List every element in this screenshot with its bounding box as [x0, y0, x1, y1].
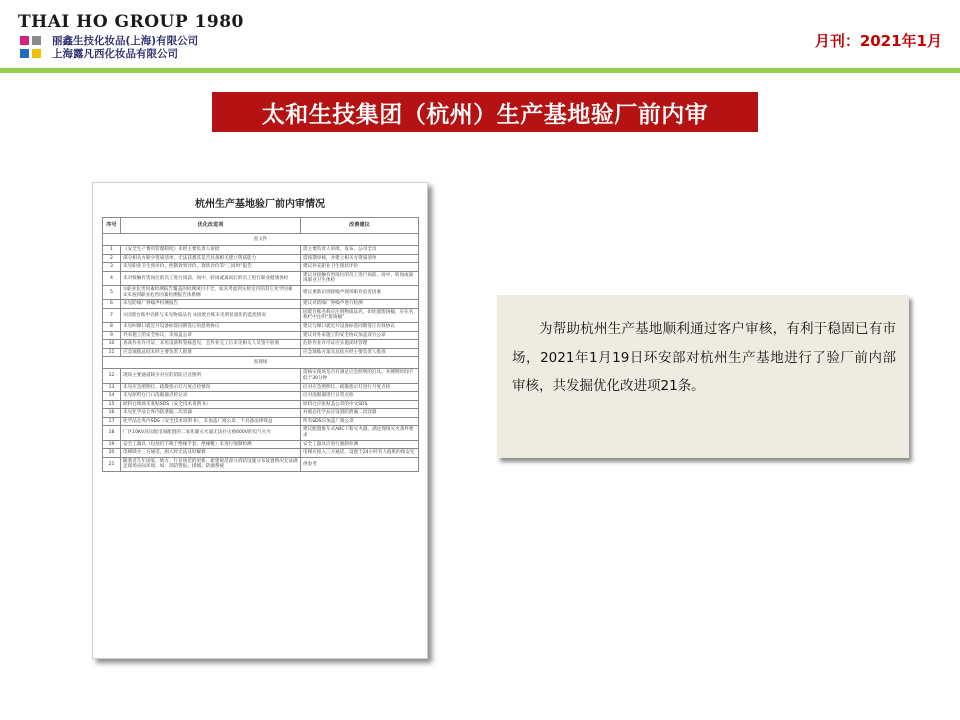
row-issue: 应急演练总结未经主要负责人批准 [121, 348, 301, 357]
table-body [103, 234, 419, 472]
table-row [103, 254, 419, 263]
company-line-2 [20, 47, 178, 60]
table-row [103, 449, 419, 458]
row-advice: 建议与爆口就近开设备标签同期签订有效协议 [301, 322, 419, 331]
row-advice: 建议重新识别接噪声现场职业危害因素 [301, 285, 419, 299]
row-number: 10 [103, 340, 121, 349]
row-number: 2 [103, 254, 121, 263]
row-advice: 安全工器具应进行强制检测 [301, 440, 419, 449]
row-number: 8 [103, 322, 121, 331]
table-row [103, 308, 419, 322]
summary-text: 为帮助杭州生产基地顺利通过客户审核，有利于稳固已有市场，2021年1月19日环安部对杭州生产基地进行了验厂前内部审核，共发掘优化改进项21条。 [512, 321, 896, 394]
slide-title: 太和生技集团（杭州）生产基地验厂前内审 [212, 92, 758, 132]
table-row [103, 417, 419, 426]
row-number: 14 [103, 392, 121, 401]
row-issue: 部分相关方缺少资质清单，无法获悉其是否具备相关建立资质能力 [121, 254, 301, 263]
row-issue: 未见叫爆口就近开设备标签同期签订的意效协议 [121, 322, 301, 331]
section-label: 查现场 [103, 357, 419, 369]
table-row [103, 322, 419, 331]
row-advice: 应对应急照明灯、疏散指示灯进行月度点检 [301, 383, 419, 392]
table-row [103, 392, 419, 401]
document-title: 杭州生产基地验厂前内审情况 [195, 199, 325, 210]
header [0, 0, 960, 68]
section-label: 查文件 [103, 234, 419, 246]
row-number: 1 [103, 246, 121, 255]
brand-logo-text: THAI HO GROUP 1980 [18, 12, 244, 32]
column-header: 序号 [103, 218, 121, 234]
row-advice: 建议对防噪厂界噪声进行检测 [301, 300, 419, 309]
row-number: 18 [103, 426, 121, 440]
table-header-row [103, 218, 419, 234]
row-advice: 建议对外来施工的安全协议加盖双方公章 [301, 331, 419, 340]
row-number: 4 [103, 271, 121, 285]
row-issue: 电梯缺少三方通话，困人时无法及时解救 [121, 449, 301, 458]
column-header: 优化改进项 [121, 218, 301, 234]
table-row [103, 400, 419, 409]
row-advice: 需按期审核，并建立相关方资质清单 [301, 254, 419, 263]
header-divider [0, 68, 960, 73]
row-issue: 安全工器具（包括但不限于绝缘手套、绝缘靴）未进行强制检测 [121, 440, 301, 449]
row-issue: 《安全生产费用管理制度》未经主要负责人审批 [121, 246, 301, 255]
audit-document-image [92, 182, 428, 659]
summary-textbox [497, 295, 909, 458]
audit-table [102, 217, 419, 472]
row-advice: 电梯应接入三方通话，设置于24小时有人值班的保安室 [301, 449, 419, 458]
row-number: 21 [103, 457, 121, 471]
table-row [103, 300, 419, 309]
table-row [103, 263, 419, 272]
table-row [103, 285, 419, 299]
table-row [103, 426, 419, 440]
row-number: 19 [103, 440, 121, 449]
row-advice: 所有SDS应加盖厂商公章 [301, 417, 419, 426]
row-issue: ①固废台账中名称与未见物质品名 ②固废台账未见明显量化的监控情况 [121, 308, 301, 322]
row-advice: 固废台账名称应注明物质品名，如处置废铸桶，应在名称栏中注明“废铸桶” [301, 308, 419, 322]
row-number: 5 [103, 285, 121, 299]
logo-squares-icon [20, 36, 48, 45]
row-number: 16 [103, 409, 121, 418]
row-number: 7 [103, 308, 121, 322]
row-advice: 供参考 [301, 457, 419, 471]
row-number: 15 [103, 400, 121, 409]
row-issue: 原料仓现场未张贴SDS（安全技术说明书） [121, 400, 301, 409]
row-issue: 查高作业许可证，未见设备科签核意见，且作业完工后未见相关人员签字验收 [121, 340, 301, 349]
section-row [103, 357, 419, 369]
table-row [103, 271, 419, 285]
logo-squares-icon [20, 49, 48, 58]
row-advice: 原料仓应张贴盖公章的中文SDS [301, 400, 419, 409]
row-issue: 厂区10KV高压配电间配置的二氧化碳灭火器无法扑灭被600V的电气火灾 [121, 426, 301, 440]
row-advice: 应急演练方案及总结应经主要负责人批准 [301, 348, 419, 357]
row-issue: 化学品仓库内SDS（安全技术说明书），未加盖厂商公章，不具备法律效益 [121, 417, 301, 426]
row-number: 12 [103, 369, 121, 383]
table-row [103, 383, 419, 392]
row-issue: 未见职业卫生预评价、控制效果评价、现状评价等“三同时”报告 [121, 263, 301, 272]
table-row [103, 440, 419, 449]
row-advice: 需核实现场是否有满足应急照明的灯具，并测明时间不低于30分钟 [301, 369, 419, 383]
row-issue: 未对接触有害岗位的员工进行岗前、岗中、转岗或离岗后的员工进行职业健康体检 [121, 271, 301, 285]
row-advice: 建议对接触有害岗位的员工进行岗前、岗中、转岗或离岗职业卫生体检 [301, 271, 419, 285]
row-advice: 需主要负责人审批，发布，公司全员 [301, 246, 419, 255]
row-number: 9 [103, 331, 121, 340]
table-row [103, 369, 419, 383]
row-number: 3 [103, 263, 121, 272]
row-number: 17 [103, 417, 121, 426]
table-row [103, 331, 419, 340]
row-issue: 外来施工的安全协议，未加盖公章 [121, 331, 301, 340]
row-number: 13 [103, 383, 121, 392]
row-issue: ①职业危害因素检测报告覆盖的检测项目不全，如未考虑到实验室内的其它化学因素 ②未查到职业危害因素检测报告体系纲 [121, 285, 301, 299]
table-row [103, 409, 419, 418]
row-advice: 对液态化学品应设置防泄漏二次容器 [301, 409, 419, 418]
row-issue: 未见化学品仓库内防泄漏二次容器 [121, 409, 301, 418]
row-issue: 未见应急照明灯、疏散指示灯月度点检情况 [121, 383, 301, 392]
row-issue: 现场主要通道缺少对应的消防应急照明 [121, 369, 301, 383]
table-row [103, 457, 419, 471]
company-name-1: 丽鑫生技化妆品(上海)有限公司 [52, 35, 199, 47]
row-advice: 应对洗眼器进行日常点检 [301, 392, 419, 401]
row-advice: 建议补充职业卫生现状评价 [301, 263, 419, 272]
row-advice: 危险作业许可证应实施闭环管理 [301, 340, 419, 349]
row-issue: 随着近几年国家、地方、行业规范的更新，新建规范部分消防设施分布设置情况无法满足现场实际环境，如：消防警报、排烟、防烟系统 [121, 457, 301, 471]
section-row [103, 234, 419, 246]
monthly-issue-label: 月刊：2021年1月 [814, 32, 942, 50]
row-issue: 未见原料仓门口洗眼器点检记录 [121, 392, 301, 401]
row-advice: 建议配置推车式ABC干粉灭火器，满足现场灭火条件要求 [301, 426, 419, 440]
row-number: 6 [103, 300, 121, 309]
row-number: 20 [103, 449, 121, 458]
company-name-2: 上海露凡西化妆品有限公司 [52, 48, 178, 60]
row-number: 11 [103, 348, 121, 357]
table-row [103, 246, 419, 255]
row-issue: 未见防噪厂界噪声检测报告 [121, 300, 301, 309]
table-row [103, 340, 419, 349]
table-row [103, 348, 419, 357]
column-header: 改善建议 [301, 218, 419, 234]
